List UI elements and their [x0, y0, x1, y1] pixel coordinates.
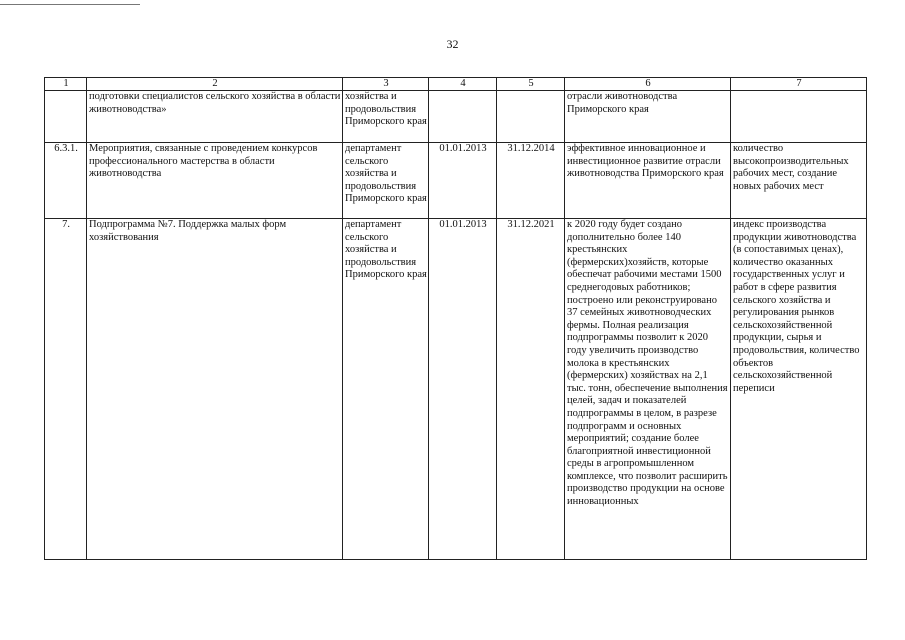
column-header-2: 2	[87, 78, 343, 91]
end-date-cell: 31.12.2014	[497, 143, 565, 219]
activity-name-cell: Мероприятия, связанные с проведением конкурсов профессионального мастерства в области животноводства	[87, 143, 343, 219]
executor-cell: департамент сельского хозяйства и продовольствия Приморского края	[343, 219, 429, 560]
column-header-1: 1	[45, 78, 87, 91]
row-number-cell: 7.	[45, 219, 87, 560]
end-date-cell	[497, 91, 565, 143]
start-date-cell: 01.01.2013	[429, 219, 497, 560]
column-header-6: 6	[565, 78, 731, 91]
activity-name-cell: подготовки специалистов сельского хозяйства в области животноводства»	[87, 91, 343, 143]
indicators-cell: индекс производства продукции животноводства (в сопоставимых ценах), количество оказанных государственных услуг и работ в сфере развития сельского хозяйства и регулирования рынков сельскохозяйственной продукции, сырья и продовольствия, количество объектов сельскохозяйственной переписи	[731, 219, 867, 560]
scan-corner-line	[0, 4, 140, 5]
indicators-cell: количество высокопроизводительных рабочих мест, создание новых рабочих мест	[731, 143, 867, 219]
column-header-7: 7	[731, 78, 867, 91]
activity-name-cell: Подпрограмма №7. Поддержка малых форм хозяйствования	[87, 219, 343, 560]
executor-cell: хозяйства и продовольствия Приморского края	[343, 91, 429, 143]
table-row	[45, 219, 867, 560]
row-number-cell	[45, 91, 87, 143]
page-number: 32	[446, 37, 459, 51]
table-row	[45, 143, 867, 219]
column-header-4: 4	[429, 78, 497, 91]
end-date-cell: 31.12.2021	[497, 219, 565, 560]
start-date-cell	[429, 91, 497, 143]
expected-result-cell: эффективное инновационное и инвестиционное развитие отрасли животноводства Приморского края	[565, 143, 731, 219]
row-number-cell: 6.3.1.	[45, 143, 87, 219]
column-header-5: 5	[497, 78, 565, 91]
program-activities-table	[44, 77, 867, 560]
header-row	[45, 78, 867, 91]
column-header-3: 3	[343, 78, 429, 91]
expected-result-cell: отрасли животноводства Приморского края	[565, 91, 731, 143]
expected-result-cell	[565, 219, 731, 560]
executor-cell: департамент сельского хозяйства и продовольствия Приморского края	[343, 143, 429, 219]
start-date-cell: 01.01.2013	[429, 143, 497, 219]
expected-result-text: к 2020 году будет создано дополнительно более 140 крестьянских (фермерских)хозяйств, которые обеспечат рабочими местами 1500 среднегодовых работников; построено или реконструировано 37 семейных животноводческих фермы. Полная реализация подпрограммы позволит к 2020 году увеличить производство молока в крестьянских (фермерских) хозяйствах на 2,1 тыс. тонн, обеспечение выполнения целей, задач и показателей подпрограммы в целом, в разрезе подпрограмм и основных мероприятий; создание более благоприятной инвестиционной среды в агропромышленном комплексе, что позволит расширить производство продукции на основе инновационных	[567, 219, 728, 508]
table-row	[45, 91, 867, 143]
indicators-cell	[731, 91, 867, 143]
